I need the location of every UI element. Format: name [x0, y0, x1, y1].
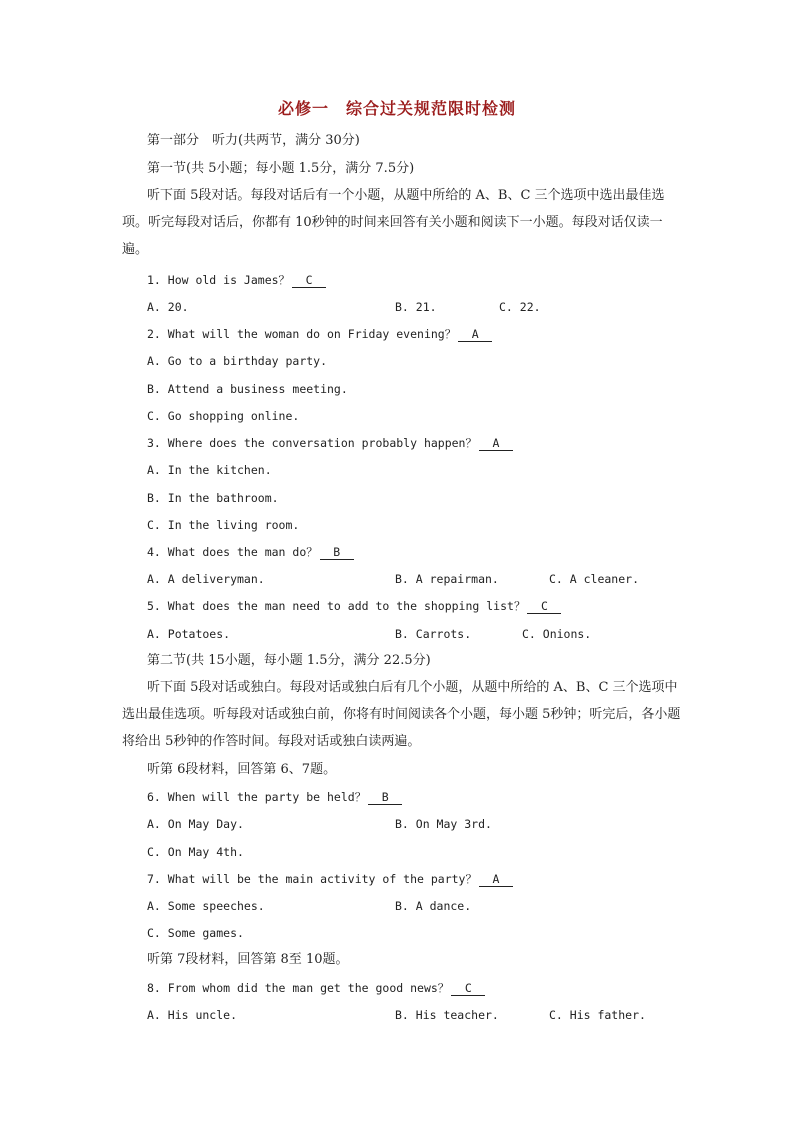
option-b: B. 21. [395, 300, 437, 314]
option-b: B. In the bathroom. [147, 491, 279, 505]
question-1 [147, 271, 326, 289]
option-a: A. His uncle. [147, 1008, 238, 1022]
question-text: 1. How old is James？ [147, 273, 291, 287]
option-a: A. 20. [147, 300, 189, 314]
option-b: B. On May 3rd. [395, 817, 492, 831]
instructions-2: 听下面 5段对话或独白。每段对话或独白后有几个小题，从题中所给的 A、B、C 三个选项中选出最佳选项。听每段对话或独白前，你将有时间阅读各个小题，每小题 5秒钟；听完后，各小题将给出 5秒钟的作答时间。每段对话或独白读两遍。 [122, 680, 681, 749]
option-b: B. Attend a business meeting. [147, 382, 348, 396]
option-a: A. A deliveryman. [147, 572, 265, 586]
question-text: 7. What will be the main activity of the party？ [147, 872, 477, 886]
section-heading: 第二节(共 15小题，每小题 1.5分，满分 22.5分) [147, 653, 431, 668]
question-8 [147, 979, 485, 997]
option-c: C. Go shopping online. [147, 409, 300, 423]
option-b: B. A dance. [395, 899, 472, 913]
question-text: 4. What does the man do？ [147, 545, 318, 559]
answer-blank: A [458, 327, 492, 342]
page-title: 必修一 综合过关规范限时检测 [277, 99, 516, 118]
question-2 [147, 325, 492, 343]
option-a: A. On May Day. [147, 817, 244, 831]
option-c: C. 22. [499, 300, 541, 314]
answer-blank: B [368, 790, 402, 805]
option-c: C. In the living room. [147, 518, 300, 532]
option-c: C. A cleaner. [549, 572, 640, 586]
material-note: 听第 7段材料，回答第 8至 10题。 [147, 952, 349, 967]
question-text: 6. When will the party be held？ [147, 790, 367, 804]
question-text: 5. What does the man need to add to the shopping list？ [147, 599, 526, 613]
answer-blank: C [451, 981, 485, 996]
option-c: C. Some games. [147, 926, 244, 940]
option-b: B. Carrots. [395, 627, 472, 641]
option-b: B. A repairman. [395, 572, 499, 586]
options-5 [147, 625, 687, 643]
section-heading: 第一节(共 5小题；每小题 1.5分，满分 7.5分) [147, 161, 415, 176]
option-a: A. Potatoes. [147, 627, 231, 641]
question-text: 2. What will the woman do on Friday evening？ [147, 327, 457, 341]
part-heading: 第一部分 听力(共两节，满分 30分) [147, 133, 360, 148]
answer-blank: A [479, 872, 513, 887]
question-7 [147, 870, 513, 888]
answer-blank: B [320, 545, 354, 560]
question-3 [147, 434, 513, 452]
option-a: A. In the kitchen. [147, 463, 272, 477]
option-b: B. His teacher. [395, 1008, 499, 1022]
options-1 [147, 298, 687, 316]
option-c: C. His father. [549, 1008, 646, 1022]
question-5 [147, 597, 561, 615]
option-a: A. Go to a birthday party. [147, 354, 328, 368]
option-c: C. Onions. [522, 627, 592, 641]
option-a: A. Some speeches. [147, 899, 265, 913]
options-8 [147, 1006, 687, 1024]
answer-blank: A [479, 436, 513, 451]
answer-blank: C [292, 273, 326, 288]
question-6 [147, 788, 402, 806]
option-c: C. On May 4th. [147, 845, 244, 859]
material-note: 听第 6段材料，回答第 6、7题。 [147, 762, 337, 777]
question-text: 3. Where does the conversation probably happen？ [147, 436, 477, 450]
answer-blank: C [527, 599, 561, 614]
options-4 [147, 570, 687, 588]
question-4 [147, 543, 354, 561]
options-6 [147, 815, 687, 833]
instructions-1: 听下面 5段对话。每段对话后有一个小题，从题中所给的 A、B、C 三个选项中选出最佳选项。听完每段对话后，你都有 10秒钟的时间来回答有关小题和阅读下一小题。每段对话仅读一遍。 [122, 188, 665, 257]
question-text: 8. From whom did the man get the good news？ [147, 981, 450, 995]
options-7 [147, 897, 687, 915]
